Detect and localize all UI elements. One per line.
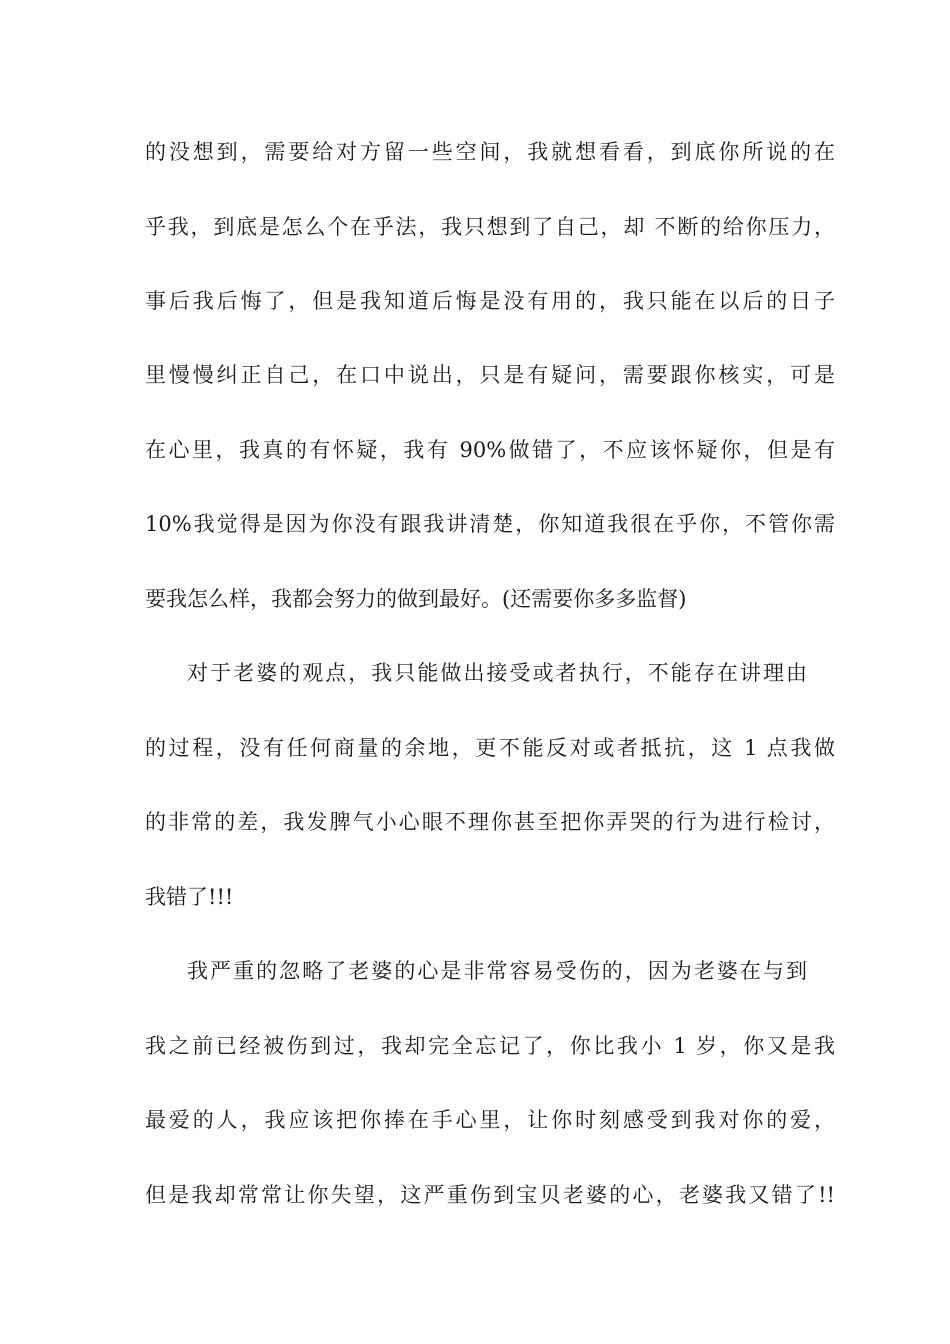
text-line-paragraph-start: 我严重的忽略了老婆的心是非常容易受伤的，因为老婆在与到 [187,959,807,983]
text-line: 我错了!!! [145,885,234,909]
text-line: 在心里，我真的有怀疑，我有 90%做错了，不应该怀疑你，但是有 [145,438,835,462]
text-line: 我之前已经被伤到过，我却完全忘记了，你比我小 1 岁，你又是我 [145,1034,835,1058]
text-line: 10%我觉得是因为你没有跟我讲清楚，你知道我很在乎你，不管你需 [145,512,835,536]
text-line-paragraph-start: 对于老婆的观点，我只能做出接受或者执行，不能存在讲理由 [187,661,807,685]
text-line: 乎我，到底是怎么个在乎法，我只想到了自己，却 不断的给你压力， [145,215,835,239]
text-line: 里慢慢纠正自己，在口中说出，只是有疑问，需要跟你核实，可是 [145,363,835,387]
text-line: 最爱的人，我应该把你捧在手心里，让你时刻感受到我对你的爱， [145,1108,835,1132]
text-line: 的没想到，需要给对方留一些空间，我就想看看，到底你所说的在 [145,140,835,164]
text-line: 的非常的差，我发脾气小心眼不理你甚至把你弄哭的行为进行检讨， [145,810,835,834]
text-line: 要我怎么样，我都会努力的做到最好。(还需要你多多监督) [145,587,687,611]
text-line: 事后我后悔了，但是我知道后悔是没有用的，我只能在以后的日子 [145,289,835,313]
text-line: 但是我却常常让你失望，这严重伤到宝贝老婆的心，老婆我又错了!! [145,1183,835,1207]
text-line: 的过程，没有任何商量的余地，更不能反对或者抵抗，这 1 点我做 [145,736,835,760]
